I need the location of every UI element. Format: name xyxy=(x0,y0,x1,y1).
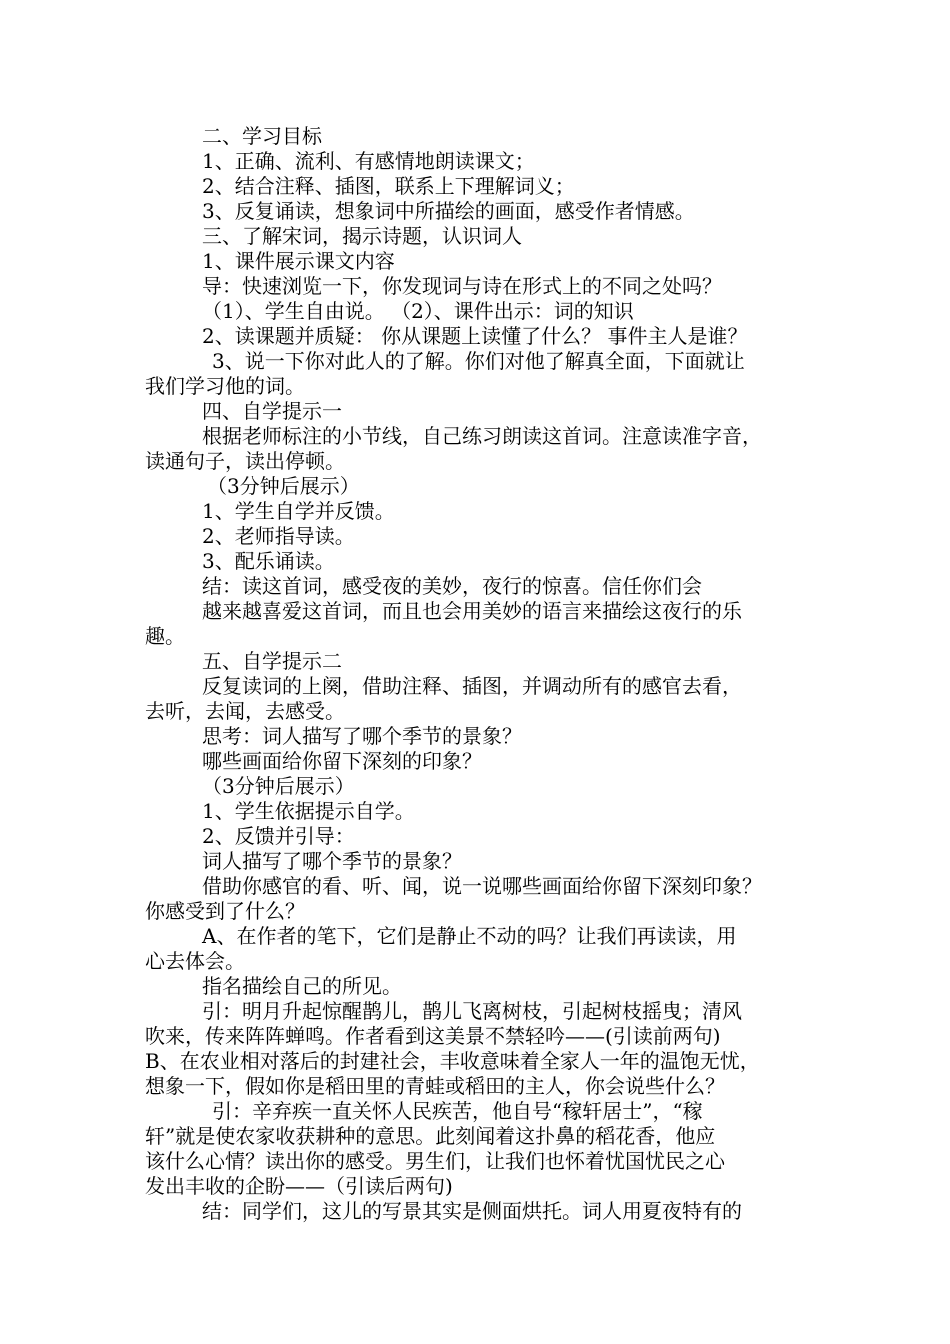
section-heading-songci: 三、了解宋词，揭示诗题，认识词人 xyxy=(202,224,522,248)
text-line: 3、说一下你对此人的了解。你们对他了解真全面，下面就让 xyxy=(212,349,745,373)
text-line: A、在作者的笔下，它们是静止不动的吗？让我们再读读，用 xyxy=(202,924,737,948)
section-heading-goals: 二、学习目标 xyxy=(202,124,322,148)
text-line: 结：读这首词，感受夜的美妙，夜行的惊喜。信任你们会 xyxy=(202,574,702,598)
text-line: （3分钟后展示） xyxy=(202,774,355,798)
text-line: 越来越喜爱这首词，而且也会用美妙的语言来描绘这夜行的乐 xyxy=(202,599,742,623)
text-line: 趣。 xyxy=(145,624,185,648)
text-line: 我们学习他的词。 xyxy=(145,374,305,398)
text-line: 2、读课题并质疑： 你从课题上读懂了什么？ 事件主人是谁？ xyxy=(202,324,748,348)
text-line: 哪些画面给你留下深刻的印象？ xyxy=(202,749,482,773)
text-line: 1、课件展示课文内容 xyxy=(202,249,395,273)
text-line: 心去体会。 xyxy=(145,949,245,973)
text-line: 该什么心情？读出你的感受。男生们，让我们也怀着忧国忧民之心 xyxy=(145,1149,725,1173)
text-line: 轩”就是使农家收获耕种的意思。此刻闻着这扑鼻的稻花香，他应 xyxy=(145,1124,716,1148)
text-line: 导：快速浏览一下，你发现词与诗在形式上的不同之处吗？ xyxy=(202,274,722,298)
text-line: 借助你感官的看、听、闻，说一说哪些画面给你留下深刻印象？ xyxy=(202,874,762,898)
text-line: 1、正确、流利、有感情地朗读课文； xyxy=(202,149,535,173)
text-line: 根据老师标注的小节线，自己练习朗读这首词。注意读准字音， xyxy=(202,424,762,448)
section-heading-selfstudy-2: 五、自学提示二 xyxy=(202,649,342,673)
text-line: 3、反复诵读，想象词中所描绘的画面，感受作者情感。 xyxy=(202,199,695,223)
text-line: 发出丰收的企盼——（引读后两句) xyxy=(145,1174,453,1198)
text-line: 1、学生依据提示自学。 xyxy=(202,799,415,823)
text-line: 词人描写了哪个季节的景象？ xyxy=(202,849,462,873)
text-line: （1）、学生自由说。 （2）、课件出示：词的知识 xyxy=(202,299,634,323)
text-line: （3分钟后展示） xyxy=(207,474,360,498)
text-line: 1、学生自学并反馈。 xyxy=(202,499,395,523)
text-line: 指名描绘自己的所见。 xyxy=(202,974,402,998)
text-line: B、在农业相对落后的封建社会，丰收意味着全家人一年的温饱无忧， xyxy=(145,1049,760,1073)
text-line: 3、配乐诵读。 xyxy=(202,549,335,573)
text-line: 读通句子，读出停顿。 xyxy=(145,449,345,473)
text-line: 你感受到了什么？ xyxy=(145,899,305,923)
text-line: 2、结合注释、插图，联系上下理解词义； xyxy=(202,174,575,198)
text-line: 思考：词人描写了哪个季节的景象？ xyxy=(202,724,522,748)
text-line: 引：明月升起惊醒鹊儿，鹊儿飞离树枝，引起树枝摇曳；清风 xyxy=(202,999,742,1023)
text-line: 2、老师指导读。 xyxy=(202,524,355,548)
text-line: 结：同学们，这儿的写景其实是侧面烘托。词人用夏夜特有的 xyxy=(202,1199,742,1223)
section-heading-selfstudy-1: 四、自学提示一 xyxy=(202,399,342,423)
text-line: 想象一下，假如你是稻田里的青蛙或稻田的主人，你会说些什么？ xyxy=(145,1074,725,1098)
text-line: 去听，去闻，去感受。 xyxy=(145,699,345,723)
text-line: 吹来，传来阵阵蝉鸣。作者看到这美景不禁轻吟——(引读前两句) xyxy=(145,1024,721,1048)
text-line: 引：辛弃疾一直关怀人民疾苦，他自号“稼轩居士”，“稼 xyxy=(212,1099,703,1123)
text-line: 2、反馈并引导： xyxy=(202,824,355,848)
text-line: 反复读词的上阕，借助注释、插图，并调动所有的感官去看， xyxy=(202,674,742,698)
